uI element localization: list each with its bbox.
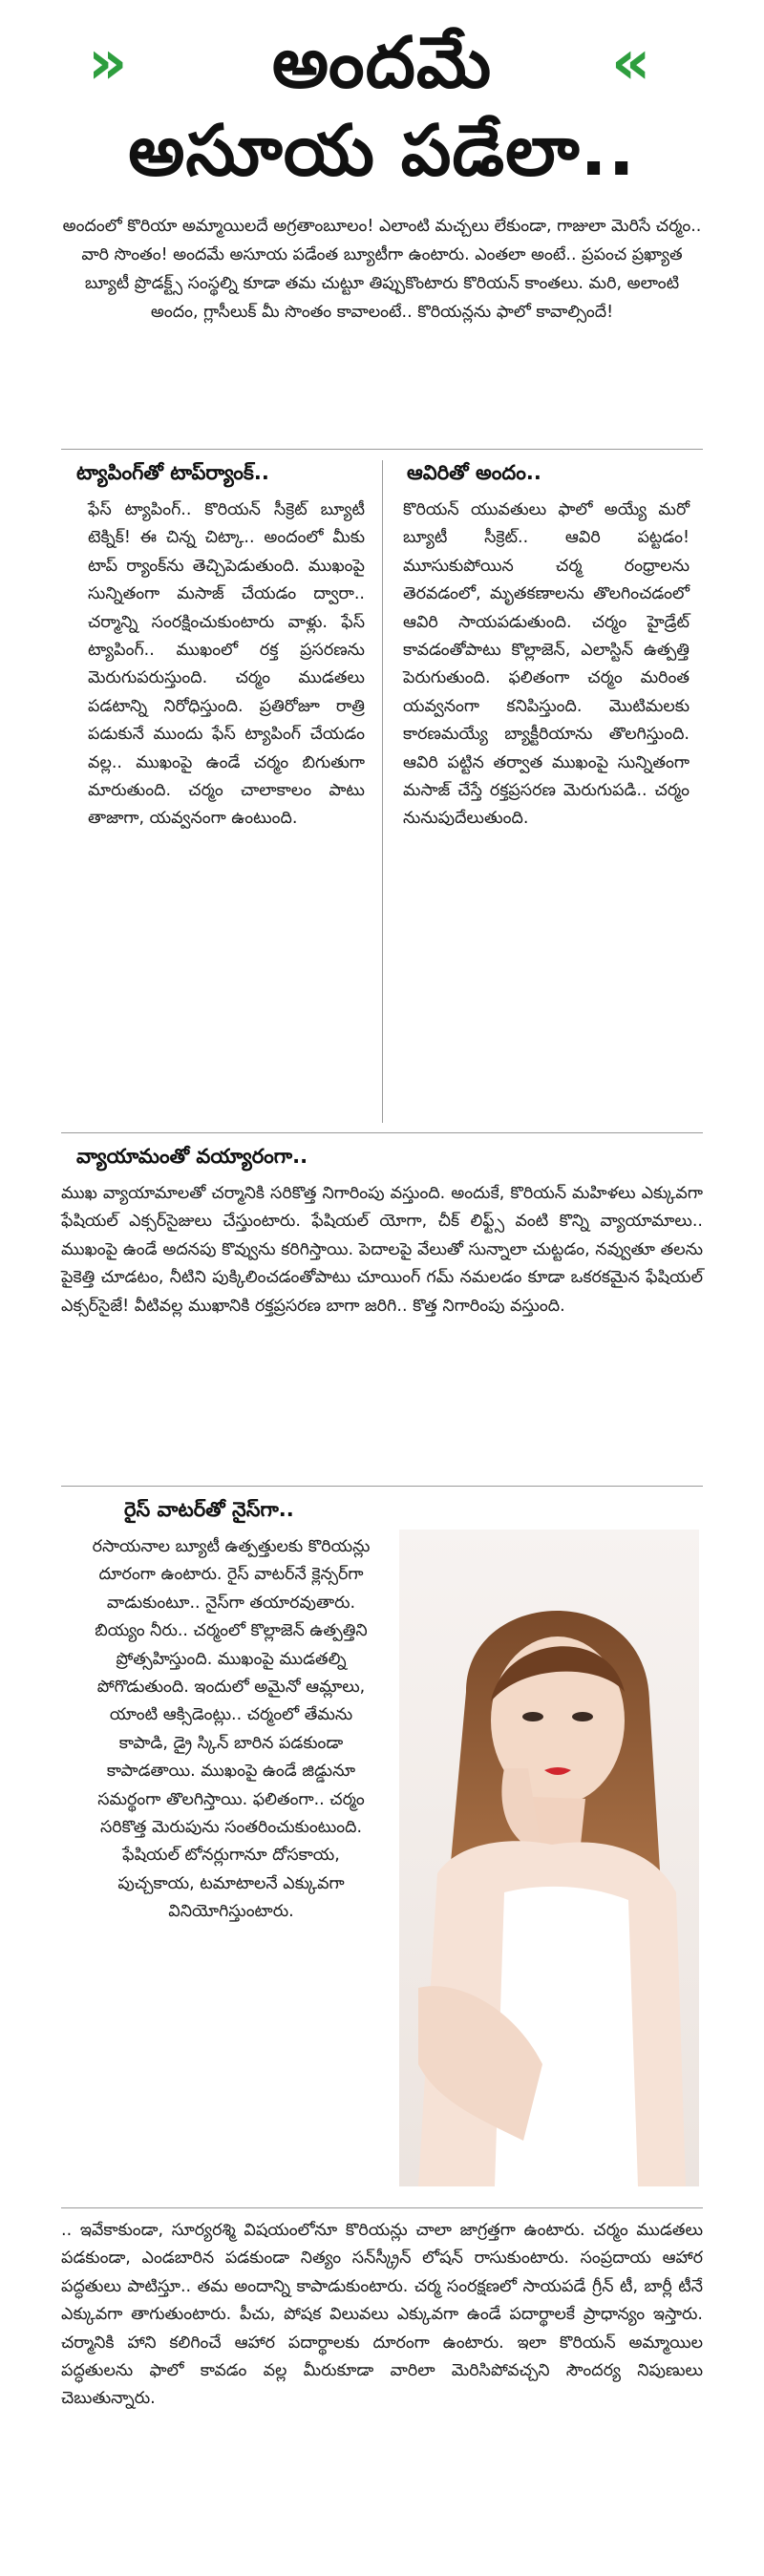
model-illustration xyxy=(399,1530,699,2186)
headline-line-2: అసూయ పడేలా.. xyxy=(128,110,636,192)
chevron-left-icon: « xyxy=(611,28,651,98)
section-title-tapping: ట్యాపింగ్‌తో టాప్‌ర్యాంక్.. xyxy=(76,461,269,484)
column-divider xyxy=(382,460,383,1123)
headline xyxy=(0,19,764,210)
headline-line-1: అందమే xyxy=(271,22,493,104)
closing-text: .. ఇవేకాకుండా, సూర్యరశ్మి విషయంలోనూ కొరియన్లు చాలా జాగ్రత్తగా ఉంటారు. చర్మం ముడతలు పడకుండా, ఎండబారిన పడకుండా నిత్యం సన్‌స్క్రీన్ లోషన్ రాసుకుంటారు. సంప్రదాయ ఆహార పద్ధతులు పాటిస్తూ.. తమ అందాన్ని కాపాడుకుంటారు. చర్మ సంరక్షణలో సాయపడే గ్రీన్ టీ, బార్లీ టీనే ఎక్కువగా తాగుతుంటారు. పీచు, పోషక విలువలు ఎక్కువగా ఉండే పదార్థాలకే ప్రాధాన్యం ఇస్తారు. చర్మానికి హాని కలిగించే ఆహార పదార్థాలకు దూరంగా ఉంటారు. ఇలా కొరియన్ అమ్మాయిల పద్ధతులను ఫాలో కావడం వల్ల మీరుకూడా వారిలా మెరిసిపోవచ్చని సౌందర్య నిపుణులు చెబుతున్నారు. xyxy=(61,2221,703,2409)
divider xyxy=(61,1486,703,1487)
tapping-text: ఫేస్ ట్యాపింగ్.. కొరియన్ సీక్రెట్ బ్యూటీ టెక్నిక్! ఈ చిన్న చిట్కా.. అందంలో మీకు టాప్ ర్యాంక్‌ను తెచ్చిపెడుతుంది. ముఖంపై సున్నితంగా మసాజ్ చేయడం ద్వారా.. చర్మాన్ని సంరక్షించుకుంటారు వాళ్లు. ఫేస్ ట్యాపింగ్.. ముఖంలో రక్త ప్రసరణను మెరుగుపరుస్తుంది. చర్మం ముడతలు పడటాన్ని నిరోధిస్తుంది. ప్రతిరోజూ రాత్రి పడుకునే ముందు ఫేస్ ట్యాపింగ్ చేయడం వల్ల.. ముఖంపై ఉండే చర్మం బిగుతుగా మారుతుంది. చర్మం చాలాకాలం పాటు తాజాగా, యవ్వనంగా ఉంటుంది. xyxy=(88,500,365,829)
section-body-tapping xyxy=(88,496,365,834)
steam-text: కొరియన్ యువతులు ఫాలో అయ్యే మరో బ్యూటీ సీక్రెట్.. ఆవిరి పట్టడం! మూసుకుపోయిన చర్మ రంధ్రాలను తెరవడంలో, మృతకణాలను తొలగించడంలో ఆవిరి సాయపడుతుంది. చర్మం హైడ్రేట్ కావడంతోపాటు కొల్లాజెన్, ఎలాస్టిన్ ఉత్పత్తి పెరుగుతుంది. ఫలితంగా చర్మం మరింత యవ్వనంగా కనిపిస్తుంది. మొటిమలకు కారణమయ్యే బ్యాక్టీరియాను తొలగిస్తుంది. ఆవిరి పట్టిన తర్వాత ముఖంపై సున్నితంగా మసాజ్ చేస్తే రక్తప్రసరణ మెరుగుపడి.. చర్మం నునుపుదేలుతుంది. xyxy=(403,500,690,829)
rice-water-text: రసాయనాల బ్యూటీ ఉత్పత్తులకు కొరియన్లు దూరంగా ఉంటారు. రైస్ వాటర్‌నే క్లెన్సర్‌గా వాడుకుంటూ.. నైస్‌గా తయారవుతారు. బియ్యం నీరు.. చర్మంలో కొల్లాజెన్ ఉత్పత్తిని ప్రోత్సహిస్తుంది. ముఖంపై ముడతల్ని పోగొడుతుంది. ఇందులో అమైనో ఆమ్లాలు, యాంటి ఆక్సిడెంట్లు.. చర్మంలో తేమను కాపాడి, డ్రై స్కిన్ బారిన పడకుండా కాపాడతాయి. ముఖంపై ఉండే జిడ్డునూ సమర్థంగా తొలగిస్తాయి. ఫలితంగా.. చర్మం సరికొత్త మెరుపును సంతరించుకుంటుంది. ఫేషియల్ టోనర్లుగానూ దోసకాయ, పుచ్చకాయ, టమాటాలనే ఎక్కువగా వినియోగిస్తుంటారు. xyxy=(92,1537,371,1922)
section-title-exercise: వ్యాయామంతో వయ్యారంగా.. xyxy=(76,1145,308,1168)
section-body-rice-water xyxy=(88,1533,374,1927)
section-title-steam: ఆవిరితో అందం.. xyxy=(407,461,541,484)
section-title-rice-water: రైస్ వాటర్‌తో నైస్‌గా.. xyxy=(124,1498,294,1521)
intro-paragraph xyxy=(61,212,703,327)
intro-text: అందంలో కొరియా అమ్మాయిలదే అగ్రతాంబూలం! ఎలాంటి మచ్చలు లేకుండా, గాజులా మెరిసే చర్మం.. వారి సొంతం! అందమే అసూయ పడేంత బ్యూటీగా ఉంటారు. ఎంతలా అంటే.. ప్రపంచ ప్రఖ్యాత బ్యూటీ ప్రొడక్ట్స్ సంస్థల్ని కూడా తమ చుట్టూ తిప్పుకొంటారు కొరియన్ కాంతలు. మరి, అలాంటి అందం, గ్లాసీలుక్ మీ సొంతం కావాలంటే.. కొరియన్లను ఫాలో కావాల్సిందే! xyxy=(62,217,702,322)
closing-paragraph xyxy=(61,2217,703,2414)
section-body-exercise xyxy=(61,1180,703,1320)
divider xyxy=(61,449,703,450)
section-body-steam xyxy=(403,496,690,834)
divider xyxy=(61,2207,703,2208)
chevron-right-icon: » xyxy=(88,28,128,98)
divider xyxy=(61,1132,703,1133)
model-photo xyxy=(399,1530,699,2186)
exercise-text: ముఖ వ్యాయామాలతో చర్మానికి సరికొత్త నిగారింపు వస్తుంది. అందుకే, కొరియన్ మహిళలు ఎక్కువగా ఫేషియల్ ఎక్సర్‌సైజులు చేస్తుంటారు. ఫేషియల్ యోగా, చీక్ లిఫ్ట్స్ వంటి కొన్ని వ్యాయామాలు.. ముఖంపై ఉండే అదనపు కొవ్వును కరిగిస్తాయి. పెదాలపై వేలుతో సున్నాలా చుట్టడం, నవ్వుతూ తలను పైకెత్తి చూడటం, నీటిని పుక్కిలించడంతోపాటు చూయింగ్ గమ్ నమలడం కూడా ఒకరకమైన ఫేషియల్ ఎక్సర్‌సైజే! వీటివల్ల ముఖానికి రక్తప్రసరణ బాగా జరిగి.. కొత్త నిగారింపు వస్తుంది. xyxy=(61,1184,703,1316)
